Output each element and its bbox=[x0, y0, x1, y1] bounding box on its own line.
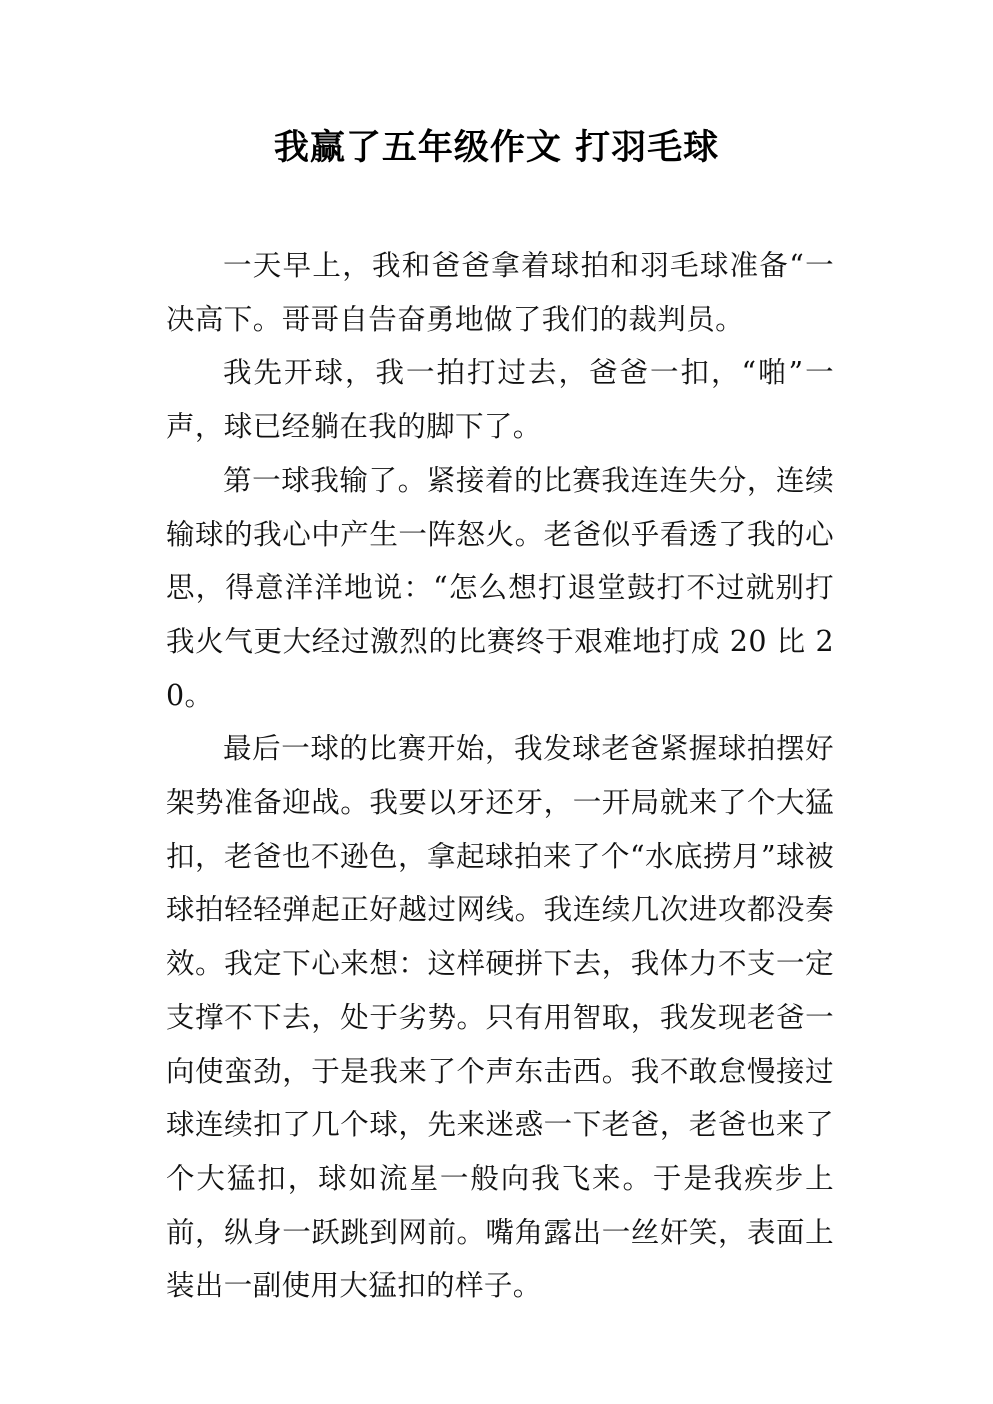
document-title: 我赢了五年级作文 打羽毛球 bbox=[273, 128, 720, 168]
paragraph-4: 最后一球的比赛开始，我发球老爸紧握球拍摆好架势准备迎战。我要以牙还牙，一开局就来了个大猛扣，老爸也不逊色，拿起球拍来了个“水底捞月”球被球拍轻轻弹起正好越过网线。我连续几次进攻都没奏效。我定下心来想：这样硬拼下去，我体力不支一定支撑不下去，处于劣势。只有用智取，我发现老爸一向使蛮劲，于是我来了个声东击西。我不敢怠慢接过球连续扣了几个球，先来迷惑一下老爸，老爸也来了个大猛扣，球如流星一般向我飞来。于是我疾步上前，纵身一跃跳到网前。嘴角露出一丝奸笑，表面上装出一副使用大猛扣的样子。 bbox=[166, 732, 834, 1303]
paragraph-3: 第一球我输了。紧接着的比赛我连连失分，连续输球的我心中产生一阵怒火。老爸似乎看透了我的心思，得意洋洋地说：“怎么想打退堂鼓打不过就别打我火气更大经过激烈的比赛终于艰难地打成 20 比 20。 bbox=[166, 463, 834, 712]
document-body bbox=[166, 239, 834, 1313]
paragraph-1: 一天早上，我和爸爸拿着球拍和羽毛球准备“一决高下。哥哥自告奋勇地做了我们的裁判员。 bbox=[166, 249, 834, 336]
paragraph-2: 我先开球，我一拍打过去，爸爸一扣，“啪”一声，球已经躺在我的脚下了。 bbox=[166, 356, 834, 444]
